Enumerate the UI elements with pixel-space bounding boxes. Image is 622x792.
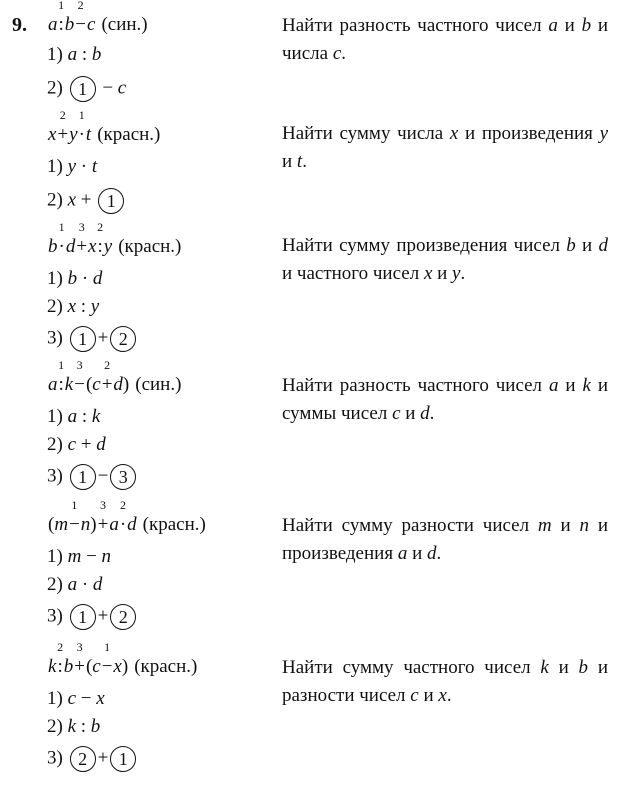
color-label: (син.) <box>135 374 182 395</box>
color-label: (красн.) <box>134 656 198 677</box>
task-text: Найти разность частного чисел a и k и суммы чисел c и d. <box>282 375 609 424</box>
step-line: 1) m − n <box>47 546 112 567</box>
expression: (m− 1 n)+ 3 a· 2 d (красн.) <box>48 498 206 535</box>
expression: a: 1 k− 3 (c+ 2 d) (син.) <box>48 358 182 395</box>
expression: x+ 2 y· 1 t (красн.) <box>48 108 161 145</box>
task-text: Найти сумму частного чисел k и b и разности чисел c и x. <box>282 657 608 706</box>
step-line: 1) c − x <box>47 688 105 709</box>
step-line: 2) k : b <box>47 716 101 737</box>
expression: b· 1 d+ 3 x: 2 y (красн.) <box>48 220 182 257</box>
step-line: 2) x + 1 <box>47 188 126 214</box>
step-line: 2) c + d <box>47 434 106 455</box>
step-line: 3) 1 + 2 <box>47 604 138 630</box>
color-label: (син.) <box>101 14 148 35</box>
step-line: 3) 2 + 1 <box>47 746 138 772</box>
task-text: Найти сумму произведения чисел b и d и частного чисел x и y. <box>282 235 608 284</box>
step-line: 2) 1 − c <box>47 76 126 102</box>
step-line: 3) 1 + 2 <box>47 326 138 352</box>
step-line: 3) 1 − 3 <box>47 464 138 490</box>
exercise-number: 9. <box>12 14 27 36</box>
task-text: Найти сумму разности чисел m и n и произведения a и d. <box>282 515 609 564</box>
step-line: 2) a · d <box>47 574 103 595</box>
step-line: 1) b · d <box>47 268 103 289</box>
color-label: (красн.) <box>142 514 206 535</box>
color-label: (красн.) <box>97 124 161 145</box>
step-line: 2) x : y <box>47 296 100 317</box>
task-text: Найти сумму числа x и произведения y и t. <box>282 123 609 172</box>
expression: a: 1 b− 2 c (син.) <box>48 0 148 35</box>
step-line: 1) y · t <box>47 156 98 177</box>
color-label: (красн.) <box>118 236 182 257</box>
task-text: Найти разность частного чисел a и b и числа c. <box>282 15 608 64</box>
step-line: 1) a : b <box>47 44 102 65</box>
step-line: 1) a : k <box>47 406 101 427</box>
expression: k: 2 b+ 3 (c− 1 x) (красн.) <box>48 640 198 677</box>
